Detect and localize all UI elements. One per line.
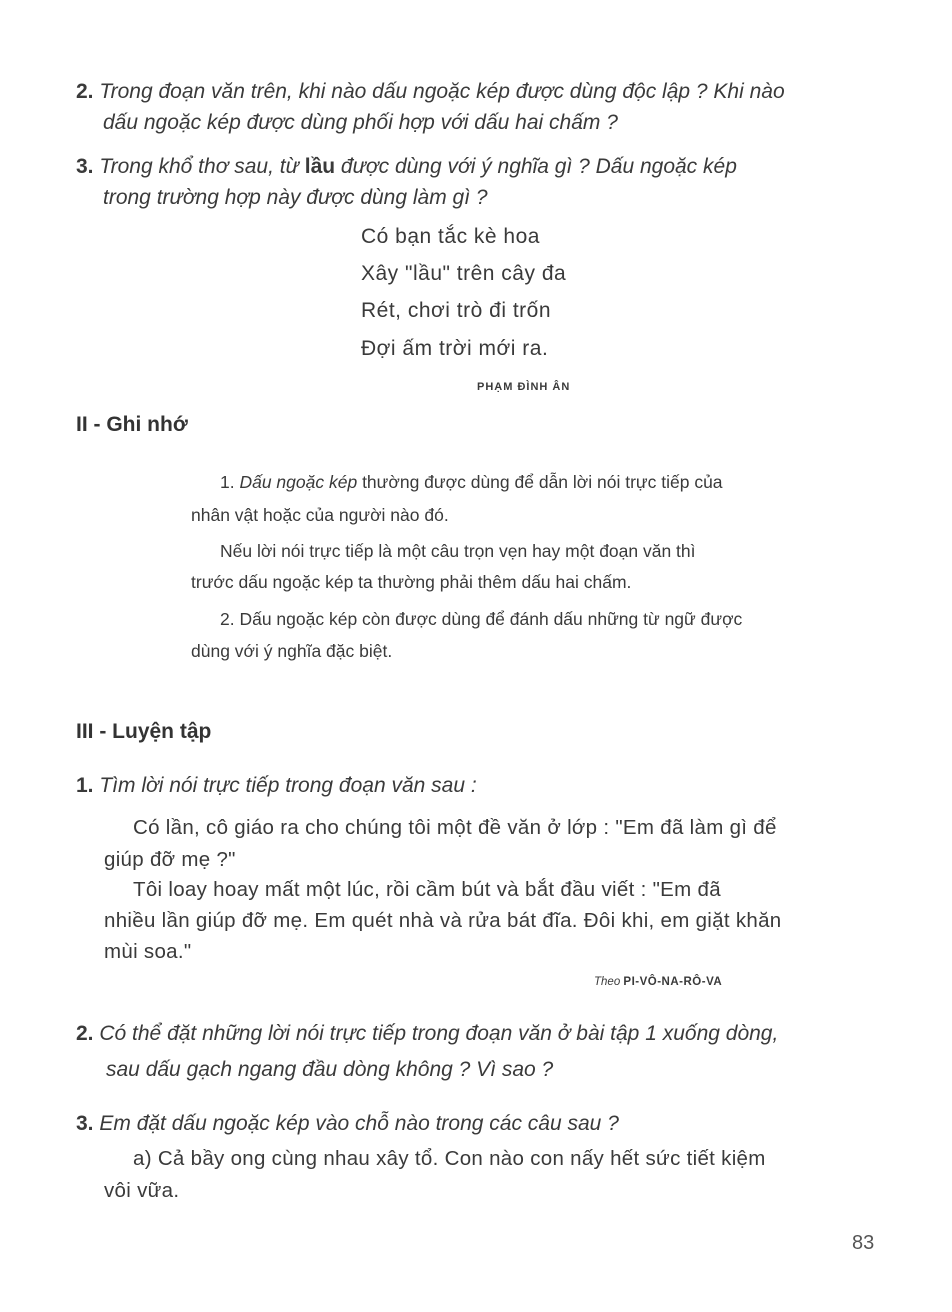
poem-line-2: Xây "lầu" trên cây đa (361, 262, 567, 285)
section-3-title: III - Luyện tập (76, 720, 212, 743)
memo-2-line-1: Nếu lời nói trực tiếp là một câu trọn vẹn hay một đoạn văn thì (220, 541, 696, 561)
question-2-text: Trong đoạn văn trên, khi nào dấu ngoặc kép được dùng độc lập ? Khi nào (99, 80, 785, 103)
question-3-line-1 (76, 151, 737, 183)
exercise-1-source (594, 976, 722, 988)
exercise-1-text: Tìm lời nói trực tiếp trong đoạn văn sau : (99, 774, 477, 797)
exercise-2-line-2: sau dấu gạch ngang đầu dòng không ? Vì sao ? (106, 1058, 554, 1081)
section-2-title: II - Ghi nhớ (76, 413, 188, 436)
exercise-3-item-a-line-2: vôi vữa. (104, 1179, 180, 1202)
exercise-1-passage-line-5: mùi soa." (104, 940, 192, 963)
exercise-1-passage-line-1: Có lần, cô giáo ra cho chúng tôi một đề văn ở lớp : "Em đã làm gì để (133, 816, 777, 839)
question-3-line-2: trong trường hợp này được dùng làm gì ? (103, 186, 488, 209)
memo-3-line-1: 2. Dấu ngoặc kép còn được dùng để đánh dấu những từ ngữ được (220, 609, 743, 629)
question-3-text-c: được dùng với ý nghĩa gì ? Dấu ngoặc kép (335, 155, 737, 178)
exercise-3-text: Em đặt dấu ngoặc kép vào chỗ nào trong các câu sau ? (99, 1112, 619, 1135)
poem-line-1: Có bạn tắc kè hoa (361, 225, 540, 248)
question-2-number: 2. (76, 80, 94, 103)
exercise-2-line-1 (76, 1018, 778, 1050)
memo-3-line-2: dùng với ý nghĩa đặc biệt. (191, 641, 393, 661)
memo-2-line-2: trước dấu ngoặc kép ta thường phải thêm dấu hai chấm. (191, 572, 632, 592)
exercise-1-passage-line-3: Tôi loay hoay mất một lúc, rồi cầm bút và bắt đầu viết : "Em đã (133, 878, 721, 901)
memo-1-line-2: nhân vật hoặc của người nào đó. (191, 505, 449, 525)
memo-1-term: Dấu ngoặc kép (239, 472, 358, 492)
question-2-line-1 (76, 76, 785, 108)
question-2-line-2: dấu ngoặc kép được dùng phối hợp với dấu hai chấm ? (103, 111, 618, 134)
page-number: 83 (852, 1232, 875, 1254)
exercise-1-number: 1. (76, 774, 94, 797)
memo-1-number: 1. (220, 472, 240, 492)
exercise-2-number: 2. (76, 1022, 94, 1045)
exercise-2-text: Có thể đặt những lời nói trực tiếp trong đoạn văn ở bài tập 1 xuống dòng, (99, 1022, 779, 1045)
source-prefix: Theo (594, 976, 624, 988)
exercise-3-number: 3. (76, 1112, 94, 1135)
exercise-1-passage-line-2: giúp đỡ mẹ ?" (104, 848, 236, 871)
poem-line-4: Đợi ấm trời mới ra. (361, 337, 549, 360)
question-3-keyword: lầu (304, 155, 336, 178)
memo-1-text: thường được dùng để dẫn lời nói trực tiếp của (357, 472, 723, 492)
exercise-1-prompt (76, 770, 477, 802)
source-name: PI-VÔ-NA-RÔ-VA (623, 976, 723, 988)
exercise-3-item-a-line-1: a) Cả bầy ong cùng nhau xây tổ. Con nào con nấy hết sức tiết kiệm (133, 1147, 766, 1170)
exercise-3-prompt (76, 1108, 619, 1140)
poem-author: PHẠM ĐÌNH ÂN (477, 381, 571, 393)
memo-1-line-1 (220, 472, 723, 493)
exercise-1-passage-line-4: nhiều lần giúp đỡ mẹ. Em quét nhà và rửa bát đĩa. Đôi khi, em giặt khăn (104, 909, 782, 932)
question-3-number: 3. (76, 155, 94, 178)
poem-line-3: Rét, chơi trò đi trốn (361, 299, 552, 322)
question-3-text-a: Trong khổ thơ sau, từ (99, 155, 305, 178)
